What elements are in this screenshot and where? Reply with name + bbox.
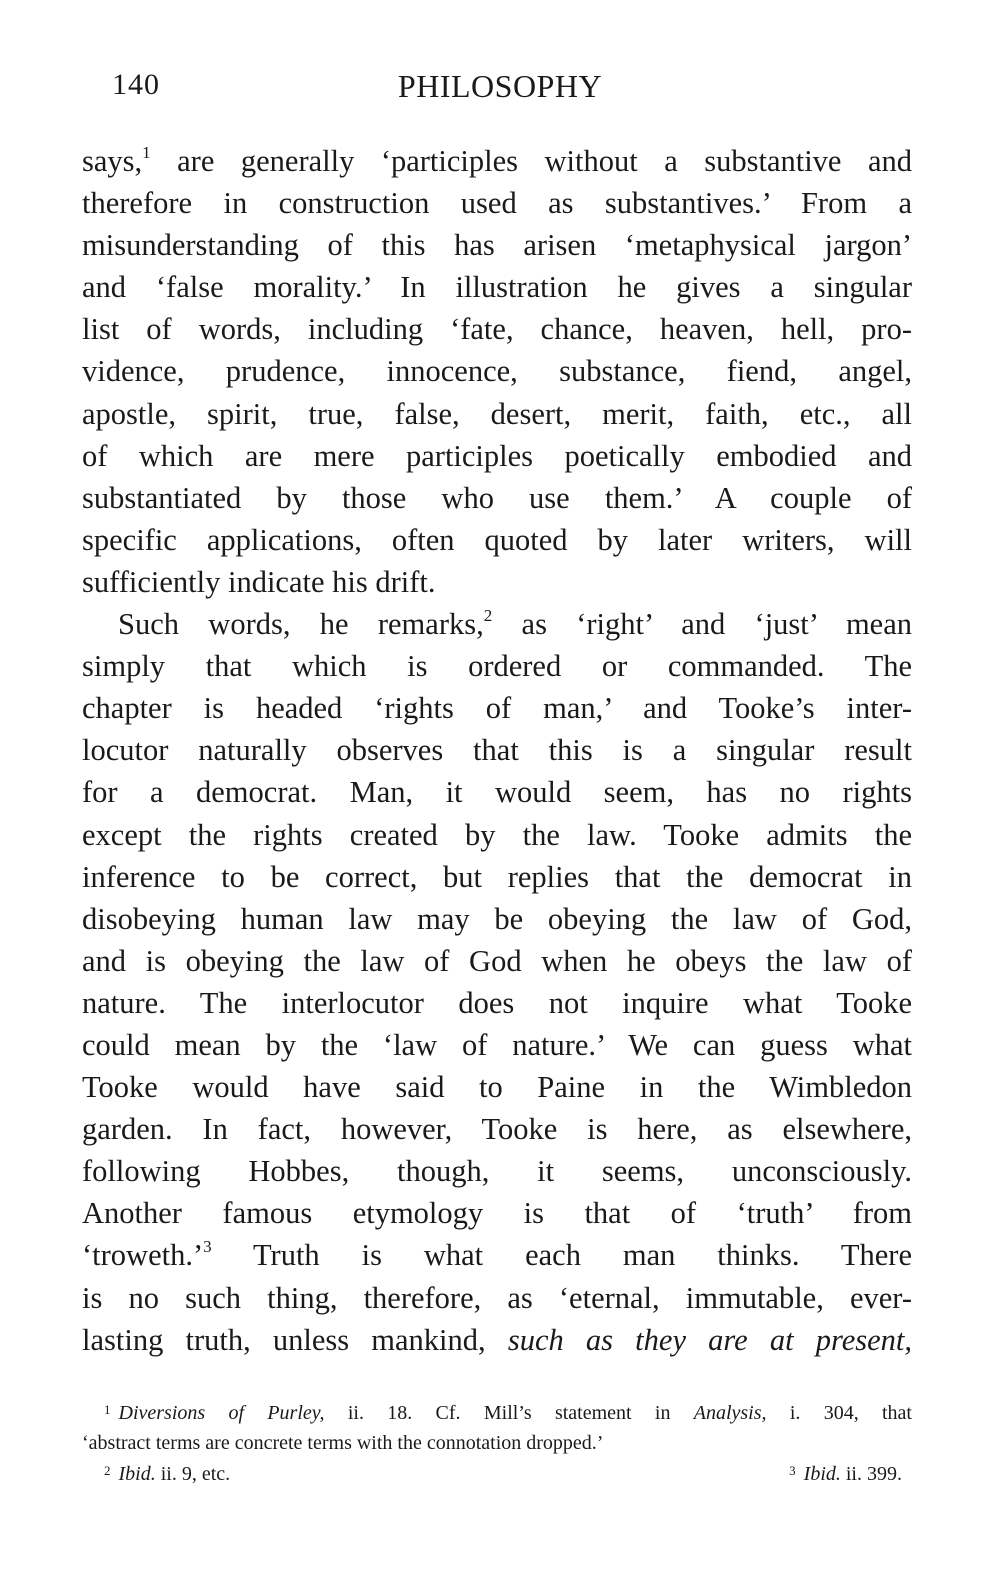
text-line: and ‘false morality.’ In illustration he gives a singular (82, 270, 912, 305)
text-line: Tooke would have said to Paine in the Wimbledon (82, 1070, 912, 1105)
text-line: could mean by the ‘law of nature.’ We can guess what (82, 1027, 912, 1062)
footnote-mark: 3 (789, 1463, 796, 1478)
text-line: Another famous etymology is that of ‘truth’ from (82, 1196, 912, 1231)
footnote-row (82, 1458, 912, 1490)
italic-phrase: such as they are at present, (507, 1322, 912, 1357)
text-line: says,$^1$ are generally ‘participles without a substantive and (82, 142, 912, 178)
page-number: 140 (112, 68, 160, 101)
page-header (0, 68, 1000, 118)
paragraph-2 (82, 603, 912, 1361)
text-line: sufficiently indicate his drift. (82, 564, 436, 599)
text-line: list of words, including ‘fate, chance, heaven, hell, pro- (82, 312, 912, 347)
text-line: misunderstanding of this has arisen ‘metaphysical jargon’ (82, 228, 912, 263)
text-line: lasting truth, unless mankind, such as they are at present, (82, 1322, 912, 1357)
text-line: except the rights created by the law. Tooke admits the (82, 817, 912, 852)
footnote-3: $^3$ Ibid. ii. 399. (789, 1463, 902, 1485)
text-line: apostle, spirit, true, false, desert, merit, faith, etc., all (82, 396, 912, 431)
footnote-1: $^1$ Diversions of Purley, ii. 18. Cf. Mill’s statement in Analysis, i. 304, that (104, 1402, 912, 1424)
text-line: vidence, prudence, innocence, substance, fiend, angel, (82, 354, 912, 389)
text-line: locutor naturally observes that this is a singular result (82, 733, 912, 768)
paragraph-1 (82, 140, 912, 603)
text-line: Such words, he remarks,$^2$ as ‘right’ and ‘just’ mean (118, 605, 913, 642)
text-line: therefore in construction used as substantives.’ From a (82, 186, 912, 221)
text-line: disobeying human law may be obeying the law of God, (82, 901, 912, 936)
footnote-1-continuation: ‘abstract terms are concrete terms with the connotation dropped.’ (82, 1432, 604, 1454)
text-line: nature. The interlocutor does not inquire what Tooke (82, 985, 912, 1020)
text-line: specific applications, often quoted by later writers, will (82, 522, 912, 557)
footnote-mark: 1 (104, 1402, 111, 1417)
footnotes (82, 1398, 912, 1490)
text-line: simply that which is ordered or commanded. The (82, 649, 912, 684)
text-line: garden. In fact, however, Tooke is here, as elsewhere, (82, 1112, 912, 1147)
text-line: and is obeying the law of God when he obeys the law of (82, 943, 912, 978)
footnote-ref-3: 3 (203, 1237, 212, 1257)
footnote-mark: 2 (104, 1463, 111, 1478)
text-line: following Hobbes, though, it seems, unconsciously. (82, 1154, 912, 1189)
footnote-2: $^2$ Ibid. ii. 9, etc. (104, 1463, 231, 1485)
text-line: chapter is headed ‘rights of man,’ and Tooke’s inter- (82, 691, 912, 726)
footnote-ref-1: 1 (142, 142, 151, 162)
footnote-ref-2: 2 (483, 605, 493, 625)
main-text (82, 140, 912, 1361)
text-line: is no such thing, therefore, as ‘eternal, immutable, ever- (82, 1280, 912, 1315)
text-line: inference to be correct, but replies that the democrat in (82, 859, 912, 894)
text-line: substantiated by those who use them.’ A couple of (82, 480, 912, 515)
running-head: PHILOSOPHY (397, 68, 603, 104)
text-line: of which are mere participles poetically embodied and (82, 438, 912, 473)
text-line: for a democrat. Man, it would seem, has no rights (82, 775, 912, 810)
text-line: ‘troweth.’$^3$ Truth is what each man thinks. There (82, 1237, 912, 1273)
